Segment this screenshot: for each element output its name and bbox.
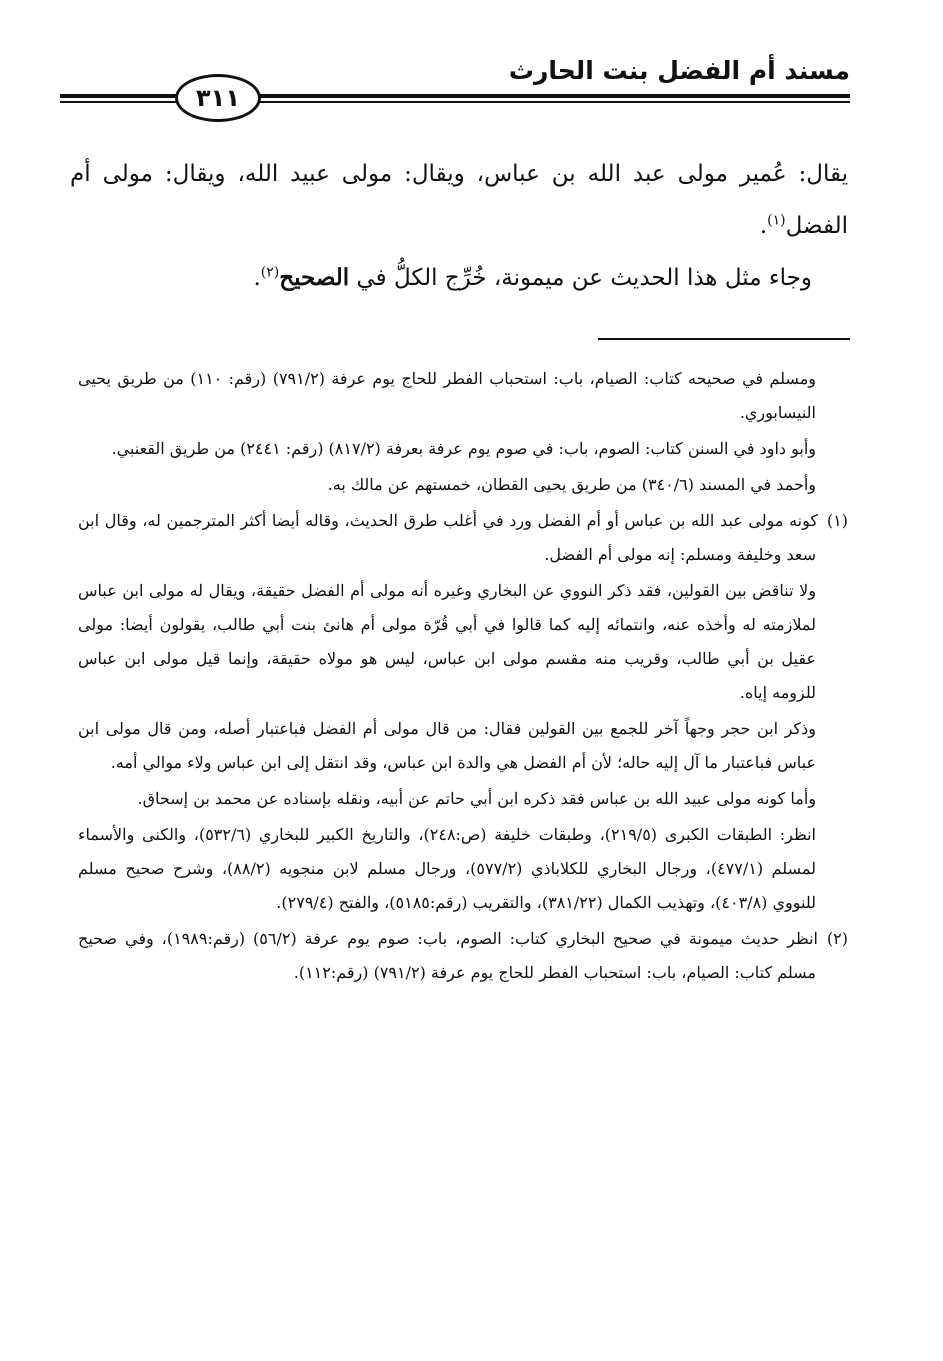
main-paragraph-end: .	[759, 213, 768, 239]
footnote-separator	[598, 338, 850, 340]
main-paragraph	[70, 148, 848, 252]
main-paragraph-bold: الصحيح	[279, 264, 350, 291]
footnote-marker: (١)	[826, 511, 848, 530]
running-title: مسند أم الفضل بنت الحارث	[508, 56, 850, 85]
page-number: ٣١١	[175, 74, 261, 122]
main-paragraph-text: وجاء مثل هذا الحديث عن ميمونة، خُرِّج الكلُّ في	[356, 265, 812, 291]
footnote-2	[78, 922, 848, 990]
footnote-ref: (١)	[767, 212, 786, 229]
main-paragraph-end: .	[253, 265, 261, 291]
footnote-paragraph: ومسلم في صحيحه كتاب: الصيام، باب: استحباب الفطر للحاج يوم عرفة (٧٩١/٢) (رقم: ١١٠) من طريق يحيى النيسابوري.	[78, 369, 816, 422]
main-paragraph	[70, 252, 848, 304]
footnote-paragraph: وأما كونه مولى عبيد الله بن عباس فقد ذكره ابن أبي حاتم عن أبيه، ونقله بإسناده عن محمد بن إسحاق.	[137, 789, 816, 808]
footnote-1	[78, 504, 848, 572]
footnotes	[78, 362, 848, 992]
footnote-text: انظر حديث ميمونة في صحيح البخاري كتاب: الصوم، باب: صوم يوم عرفة (٥٦/٢) (رقم:١٩٨٩)، وفي صحيح مسلم كتاب: الصيام، باب: استحباب الفطر للحاج يوم عرفة (٧٩١/٢) (رقم:١١٢).	[78, 929, 819, 982]
footnote-paragraph: وأبو داود في السنن كتاب: الصوم، باب: في صوم يوم عرفة بعرفة (٨١٧/٢) (رقم: ٢٤٤١) من طريق القعنبي.	[111, 439, 816, 458]
footnote-paragraph: ولا تناقض بين القولين، فقد ذكر النووي عن البخاري وغيره أنه مولى أم الفضل حقيقة، ويقال له مولى ابن عباس لملازمته له وأخذه عنه، وانتمائه إليه كما قالوا في أبي قُرّة مولى أم هانئ بنت أبي طالب، يقولون أيضا: مولى عقيل بن أبي طالب، وقريب منه مقسم مولى ابن عباس، ليس هو مولاه حقيقة، وإنما قيل مولى ابن عباس للزومه إياه.	[78, 581, 816, 702]
page-header	[60, 52, 850, 132]
footnote-marker: (٢)	[826, 929, 849, 948]
footnote-paragraph: انظر: الطبقات الكبرى (٢١٩/٥)، وطبقات خليفة (ص:٢٤٨)، والتاريخ الكبير للبخاري (٥٣٢/٦)، والكنى والأسماء لمسلم (٤٧٧/١)، ورجال البخاري للكلاباذي (٥٧٧/٢)، ورجال مسلم لابن منجويه (٨٨/٢)، وشرح صحيح مسلم للنووي (٤٠٣/٨)، وتهذيب الكمال (٣٨١/٢٢)، والتقريب (رقم:٥١٨٥)، والفتح (٢٧٩/٤).	[78, 825, 817, 912]
footnote-text: كونه مولى عبد الله بن عباس أو أم الفضل ورد في أغلب طرق الحديث، وقاله أيضا أكثر المترجمين له، وقال ابن سعد وخليفة ومسلم: إنه مولى أم الفضل.	[78, 511, 818, 564]
footnote-ref: (٢)	[260, 264, 280, 281]
footnote-paragraph: وأحمد في المسند (٣٤٠/٦) من طريق يحيى القطان، خمستهم عن مالك به.	[327, 475, 816, 494]
footnote-paragraph: وذكر ابن حجر وجهاً آخر للجمع بين القولين فقال: من قال مولى أم الفضل فباعتبار أصله، ومن قال مولى ابن عباس فباعتبار ما آل إليه حاله؛ لأن أم الفضل هي والدة ابن عباس، وقد انتقل إلى ابن عباس ولاء موالي أمه.	[78, 719, 816, 772]
main-paragraph-text: يقال: عُمير مولى عبد الله بن عباس، ويقال: مولى عبيد الله، ويقال: مولى أم الفضل	[70, 161, 848, 239]
main-text	[70, 148, 848, 304]
